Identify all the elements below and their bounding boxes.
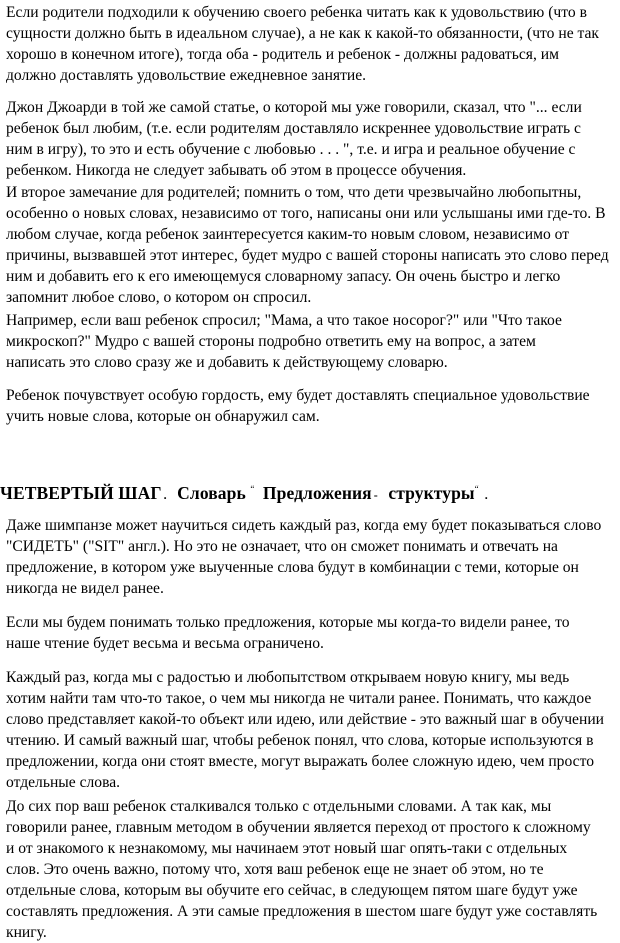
text-line: Каждый раз, когда мы с радостью и любопытством открываем новую книгу, мы ведь bbox=[6, 669, 570, 686]
heading-separator-icon: . bbox=[484, 487, 488, 502]
heading-separator-icon: “ bbox=[250, 484, 255, 494]
heading-step-label: ЧЕТВЕРТЫЙ ШАГ bbox=[0, 482, 162, 503]
paragraph-simple-to-complex bbox=[6, 796, 616, 943]
text-line: Если родители подходили к обучению своего ребенка читать как к удовольствию (что в bbox=[6, 4, 587, 21]
heading-structures: структуры bbox=[388, 482, 475, 503]
text-line: книгу. bbox=[6, 924, 47, 941]
text-line: отдельные слова. bbox=[6, 774, 121, 791]
paragraph-chimpanzee bbox=[6, 515, 616, 599]
paragraph-example-questions bbox=[6, 310, 616, 373]
text-line: учить новые слова, которые он обнаружил сам. bbox=[6, 408, 320, 425]
text-line: хорошо в конечном итоге), тогда оба - родитель и ребенок - должны радоваться, им bbox=[6, 46, 559, 63]
text-line: Если мы будем понимать только предложения, которые мы когда-то видели ранее, то bbox=[6, 614, 570, 631]
heading-separator-icon: - bbox=[373, 487, 378, 502]
text-line: слово представляет какой-то объект или идею, или действие - это важный шаг в обучении bbox=[6, 711, 605, 728]
text-line: Ребенок почувствует особую гордость, ему будет доставлять специальное удовольствие bbox=[6, 387, 590, 404]
text-line: особенно о новых словах, независимо от того, написаны они или услышаны ими где-то. В bbox=[6, 205, 606, 222]
heading-separator-icon: . bbox=[163, 487, 167, 502]
text-line: запомнит любое слово, о котором он спросил. bbox=[6, 289, 312, 306]
text-line: любом случае, когда ребенок заинтересуется каким-то новым словом, независимо от bbox=[6, 226, 570, 243]
text-line: наше чтение будет весьма и весьма ограничено. bbox=[6, 635, 324, 652]
text-line: и от знакомого к незнакомому, мы начинаем этот новый шаг опять-таки с отдельных bbox=[6, 840, 568, 857]
text-line: отдельные слова, которым вы обучите его сейчас, в следующем пятом шаге будут уже bbox=[6, 882, 578, 899]
text-line: ним и добавить его к его имеющемуся словарному запасу. Он очень быстро и легко bbox=[6, 268, 561, 285]
text-line: "СИДЕТЬ" ("SIT" англ.). Но это не означает, что он сможет понимать и отвечать на bbox=[6, 538, 558, 555]
paragraph-new-book bbox=[6, 667, 616, 793]
text-line: должно доставлять удовольствие ежедневное занятие. bbox=[6, 67, 367, 84]
heading-vocabulary: Словарь bbox=[177, 482, 246, 503]
text-line: предложение, в котором уже выученные слова будут в комбинации с теми, которые он bbox=[6, 559, 579, 576]
text-line: слов. Это очень важно, потому что, хотя ваш ребенок еще не знает об этом, но те bbox=[6, 861, 544, 878]
paragraph-pleasure-of-learning bbox=[6, 2, 616, 86]
text-line: говорили ранее, главным методом в обучении является переход от простого к сложному bbox=[6, 819, 591, 836]
text-line: предложении, когда они стоят вместе, могут выражать более сложную идею, чем просто bbox=[6, 753, 594, 770]
text-line: И второе замечание для родителей; помнить о том, что дети чрезвычайно любопытны, bbox=[6, 184, 582, 201]
paragraph-john-joardi-quote bbox=[6, 97, 616, 181]
text-line: чтению. И самый важный шаг, чтобы ребенок понял, что слова, которые используются в bbox=[6, 732, 594, 749]
paragraph-curiosity-remark bbox=[6, 182, 616, 308]
text-line: Например, если ваш ребенок спросил; "Мама, а что такое носорог?" или "Что такое bbox=[6, 312, 562, 329]
text-line: ребенком. Никогда не следует забывать об этом в процессе обучения. bbox=[6, 162, 467, 179]
text-line: никогда не видел ранее. bbox=[6, 580, 164, 597]
text-line: причины, вызвавшей этот интерес, будет мудро с вашей стороны написать это слово перед bbox=[6, 247, 609, 264]
text-line: Джон Джоарди в той же самой статье, о которой мы уже говорили, сказал, что "... если bbox=[6, 99, 582, 116]
paragraph-child-pride bbox=[6, 385, 616, 427]
text-line: ребенок был любим, (т.е. если родителям доставляло искреннее удовольствие играть с bbox=[6, 120, 581, 137]
section-heading bbox=[0, 479, 494, 506]
paragraph-limited-reading bbox=[6, 612, 616, 654]
heading-separator-icon: “ bbox=[474, 484, 479, 494]
text-line: сущности должно быть в идеальном случае), а не как к какой-то обязанности, (что не так bbox=[6, 25, 600, 42]
text-line: До сих пор ваш ребенок сталкивался только с отдельными словами. А так как, мы bbox=[6, 798, 552, 815]
text-line: написать это слово сразу же и добавить к действующему словарю. bbox=[6, 354, 448, 371]
text-line: составлять предложения. А эти самые предложения в шестом шаге будут уже составлять bbox=[6, 903, 598, 920]
heading-sentences: Предложения bbox=[262, 482, 372, 503]
text-line: Даже шимпанзе может научиться сидеть каждый раз, когда ему будет показываться слово bbox=[6, 517, 602, 534]
text-line: ним в игру), то это и есть обучение с любовью . . . ", т.е. и игра и реальное обучение с bbox=[6, 141, 576, 158]
text-line: хотим найти там что-то такое, о чем мы никогда не читали ранее. Понимать, что каждое bbox=[6, 690, 592, 707]
text-line: микроскоп?" Мудро с вашей стороны подробно ответить ему на вопрос, а затем bbox=[6, 333, 536, 350]
